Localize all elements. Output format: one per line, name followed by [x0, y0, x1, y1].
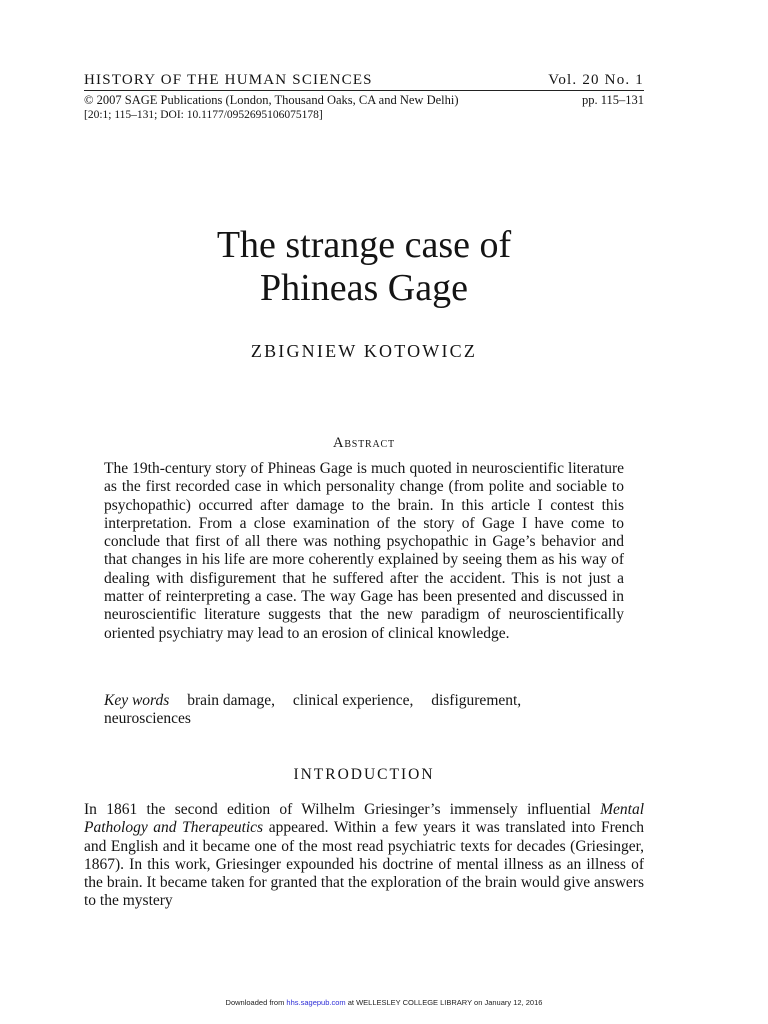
page-range: pp. 115–131 [581, 93, 644, 107]
keyword: brain damage, [187, 692, 275, 709]
publisher-info: © 2007 SAGE Publications (London, Thousand Oaks, CA and New Delhi) [84, 93, 459, 107]
abstract-heading: Abstract [333, 435, 395, 451]
title-line-1: The strange case of [216, 224, 512, 266]
publisher-line [84, 93, 644, 108]
article-title [84, 224, 644, 310]
intro-text-rest: appeared. Within a few years it was translated into French and English and it became one of the most read psychiatric texts for decades (Griesinger, 1867). In this work, Griesinger expounded his doctrine of mental illness as an illness of the brain. It became taken for granted that the exploration of the brain would give answers to the mystery [84, 819, 644, 910]
keyword: disfigurement, [431, 692, 522, 709]
keyword: clinical experience, [292, 692, 414, 709]
keywords-label: Key words [104, 692, 170, 709]
source-link[interactable]: hhs.sagepub.com [286, 998, 346, 1007]
intro-text-start: In 1861 the second edition of Wilhelm Griesinger’s immensely influential [84, 801, 601, 818]
abstract-text: The 19th-century story of Phineas Gage is much quoted in neuroscientific literature as the first recorded case in which personality change (from polite and sociable to psychopathic) occurred after damage to the brain. In this article I contest this interpretation. From a close examination of the story of Gage I have come to conclude that first of all there was nothing psychopathic in Gage’s behavior and that changes in his life are more coherently explained by seeing them as his way of dealing with disfigurement that he suffered after the accident. This is not just a matter of reinterpreting a case. The way Gage has been presented and discussed in neuroscientific literature suggests that the new paradigm of neuroscientifically oriented psychiatry may lead to an erosion of clinical knowledge. [104, 460, 624, 642]
keywords-line [104, 692, 624, 729]
introduction-text [84, 801, 644, 911]
keyword: neurosciences [104, 710, 191, 728]
volume-info: Vol. 20 No. 1 [548, 72, 644, 88]
book-title: Mental Pathology and Therapeutics [84, 801, 644, 837]
download-footer [0, 998, 768, 1007]
doi-line: [20:1; 115–131; DOI: 10.1177/0952695106075178] [84, 109, 323, 121]
journal-name: HISTORY OF THE HUMAN SCIENCES [84, 72, 373, 88]
footer-suffix: at WELLESLEY COLLEGE LIBRARY on January 12, 2016 [345, 998, 543, 1007]
footer-prefix: Downloaded from [225, 998, 287, 1007]
author-name: ZBIGNIEW KOTOWICZ [250, 341, 478, 361]
title-line-2: Phineas Gage [260, 267, 468, 309]
journal-header [84, 71, 644, 91]
section-heading: INTRODUCTION [293, 766, 435, 783]
